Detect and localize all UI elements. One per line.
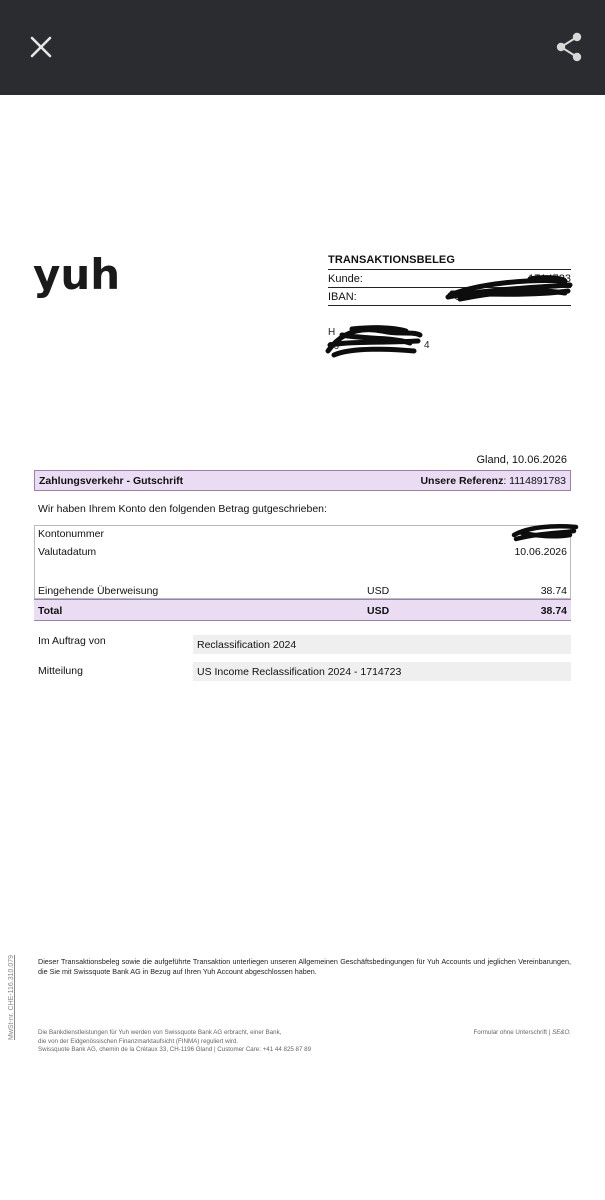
customer-label: Kunde: bbox=[328, 273, 363, 285]
close-icon bbox=[24, 30, 58, 64]
footer-right-italic: SE&O. bbox=[552, 1029, 571, 1036]
customer-value: 1714723 bbox=[528, 273, 571, 285]
value-date-row bbox=[38, 546, 567, 558]
incoming-label: Eingehende Überweisung bbox=[38, 585, 159, 597]
message-value: US Income Reclassification 2024 - 1714723 bbox=[193, 662, 571, 681]
reference-label: Unsere Referenz bbox=[420, 474, 504, 487]
incoming-currency: USD bbox=[367, 585, 390, 597]
receipt-document bbox=[0, 95, 605, 1200]
reference-value: : 1114891783 bbox=[503, 474, 566, 487]
total-amount: 38.74 bbox=[540, 605, 567, 617]
footer-bank-info bbox=[38, 1029, 311, 1055]
top-toolbar bbox=[0, 0, 605, 95]
redaction-scribble-account bbox=[508, 521, 580, 543]
reference bbox=[420, 475, 566, 487]
total-currency: USD bbox=[367, 605, 390, 617]
message-label: Mitteilung bbox=[38, 665, 83, 677]
iban-value: CH bbox=[454, 291, 470, 303]
footer-right-main: Formular ohne Unterschrift | bbox=[473, 1029, 553, 1036]
account-number-label: Kontonummer bbox=[38, 528, 104, 540]
legal-text: Dieser Transaktionsbeleg sowie die aufgeführte Transaktion unterliegen unseren Allgemeinen Geschäftsbedingungen für Yuh Accounts und jeglichen Vereinbarungen, die Sie mit Swissquote Bank AG in Bezug auf Ihren Yuh Account abgeschlossen haben. bbox=[38, 957, 571, 976]
transaction-header-bar bbox=[34, 470, 571, 491]
footer-line-3: Swissquote Bank AG, chemin de la Crétaux 33, CH-1196 Gland | Customer Care: +41 44 825 87 89 bbox=[38, 1046, 312, 1054]
iban-label: IBAN: bbox=[328, 291, 357, 303]
yuh-logo bbox=[33, 250, 121, 305]
account-number-value: 1 bbox=[561, 528, 567, 540]
footer-disclaimer bbox=[380, 1029, 571, 1036]
account-number-row bbox=[38, 528, 567, 540]
date-line: Gland, 10.06.2026 bbox=[476, 454, 567, 466]
vat-number-vertical: MwSt-nr. CHE-116.310.079 bbox=[8, 954, 15, 1040]
receipt-title: TRANSAKTIONSBELEG bbox=[328, 254, 455, 266]
footer-line-1: Die Bankdienstleistungen für Yuh werden von Swissquote Bank AG erbracht, einer Bank, bbox=[38, 1029, 282, 1036]
address-line-1: H bbox=[328, 327, 336, 338]
transaction-type: Zahlungsverkehr - Gutschrift bbox=[39, 474, 184, 487]
value-date-value: 10.06.2026 bbox=[514, 546, 567, 558]
address-line-2-start: 86 bbox=[328, 341, 340, 352]
ordering-party-value: Reclassification 2024 bbox=[193, 635, 571, 654]
redaction-scribble-address bbox=[322, 321, 426, 361]
svg-text:yuh: yuh bbox=[33, 250, 121, 299]
share-button[interactable] bbox=[552, 30, 586, 64]
incoming-amount: 38.74 bbox=[540, 585, 567, 597]
title-divider bbox=[328, 269, 571, 270]
share-icon bbox=[552, 30, 586, 64]
iban-divider bbox=[328, 305, 571, 306]
address-line-2-end: 4 bbox=[424, 340, 430, 351]
ordering-party-label: Im Auftrag von bbox=[38, 635, 106, 647]
footer-line-2: die von der Eidgenössischen Finanzmarktaufsicht (FINMA) reguliert wird. bbox=[38, 1037, 239, 1045]
value-date-label: Valutadatum bbox=[38, 546, 97, 558]
total-label: Total bbox=[38, 605, 63, 617]
total-bar bbox=[34, 599, 571, 621]
intro-text: Wir haben Ihrem Konto den folgenden Betrag gutgeschrieben: bbox=[38, 503, 327, 515]
close-button[interactable] bbox=[24, 30, 58, 64]
redaction-scribble-iban bbox=[440, 273, 576, 303]
